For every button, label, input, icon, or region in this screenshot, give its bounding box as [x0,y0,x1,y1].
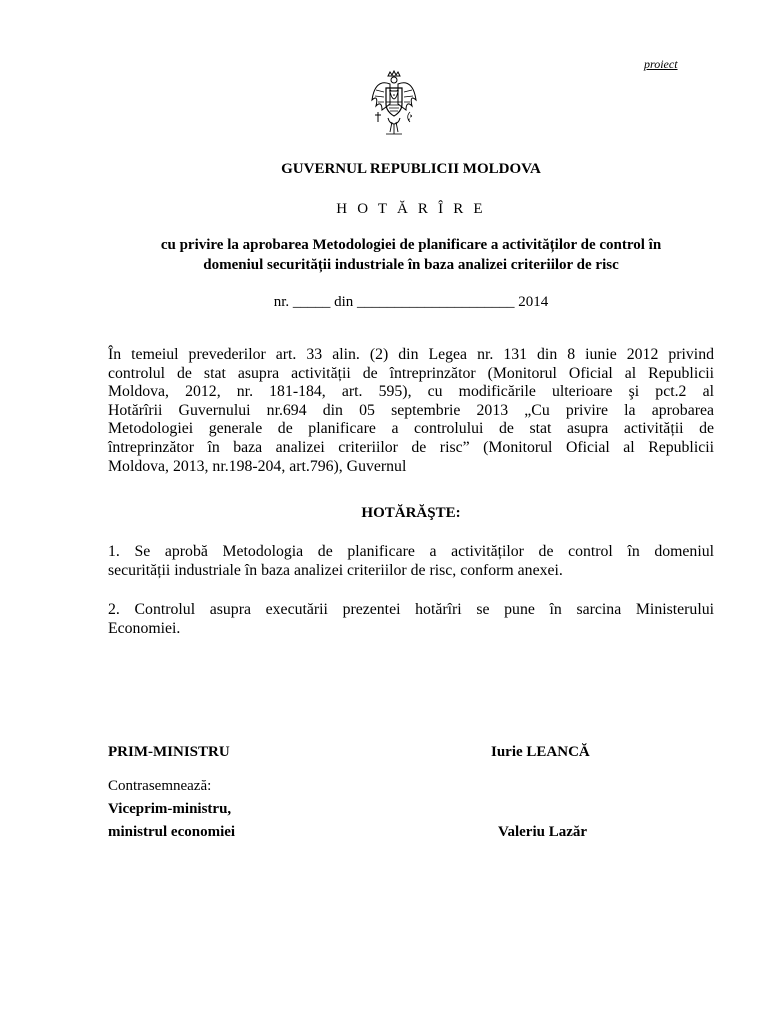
clause-1 [108,543,714,580]
deputy-name: Valeriu Lazăr [498,824,588,840]
deputy-title-line-1: Viceprim-ministru, [108,801,232,817]
clause-line: 2. Controlul asupra executării prezentei hotărîri se pune în sarcina Ministerului [108,601,714,618]
preamble-line: Moldova, 2012, nr. 181-184, art. 595), cu modificările ulterioare şi pct.2 al [108,383,714,401]
clause-line: securității industriale în baza analizei criteriilor de risc, conform anexei. [108,561,563,579]
subject-line: cu privire la aprobarea Metodologiei de planificare a activităților de control în [160,237,662,253]
preamble-line: Moldova, 2013, nr.198-204, art.796), Guvernul [108,457,407,475]
clause-line: 1. Se aprobă Metodologia de planificare a activităților de control în domeniul [108,543,714,560]
clause-2 [108,601,714,638]
number-date-line: nr. _____ din _____________________ 2014 [273,294,549,310]
preamble-line: Metodologiei generale de planificare a controlului de stat asupra activității de [108,420,714,438]
preamble-line: Hotărîrii Guvernului nr.694 din 05 septembrie 2013 „Cu privire la aprobarea [108,401,714,419]
government-title: GUVERNUL REPUBLICII MOLDOVA [281,161,541,177]
preamble-line: controlul de stat asupra activității de întreprinzător (Monitorul Oficial al Republicii [108,364,714,382]
prime-minister-title: PRIM-MINISTRU [108,744,230,760]
document-type-heading: H O T Ă R Î R E [336,201,486,217]
countersign-label: Contrasemnează: [108,778,212,794]
subject-line: domeniul securității industriale în baza analizei criteriilor de risc [203,257,619,273]
draft-label: proiect [644,57,678,71]
coat-of-arms-icon [370,70,418,140]
clause-line: Economiei. [108,619,181,637]
decides-heading: HOTĂRĂŞTE: [361,505,461,521]
deputy-title-line-2: ministrul economiei [108,824,236,840]
prime-minister-name: Iurie LEANCĂ [491,744,590,760]
decision-subject [108,235,714,275]
preamble-paragraph [108,346,714,476]
preamble-line: În temeiul prevederilor art. 33 alin. (2) din Legea nr. 131 din 8 iunie 2012 privind [108,346,714,363]
preamble-line: întreprinzător în baza analizei criteriilor de risc” (Monitorul Oficial al Republicii [108,438,714,456]
